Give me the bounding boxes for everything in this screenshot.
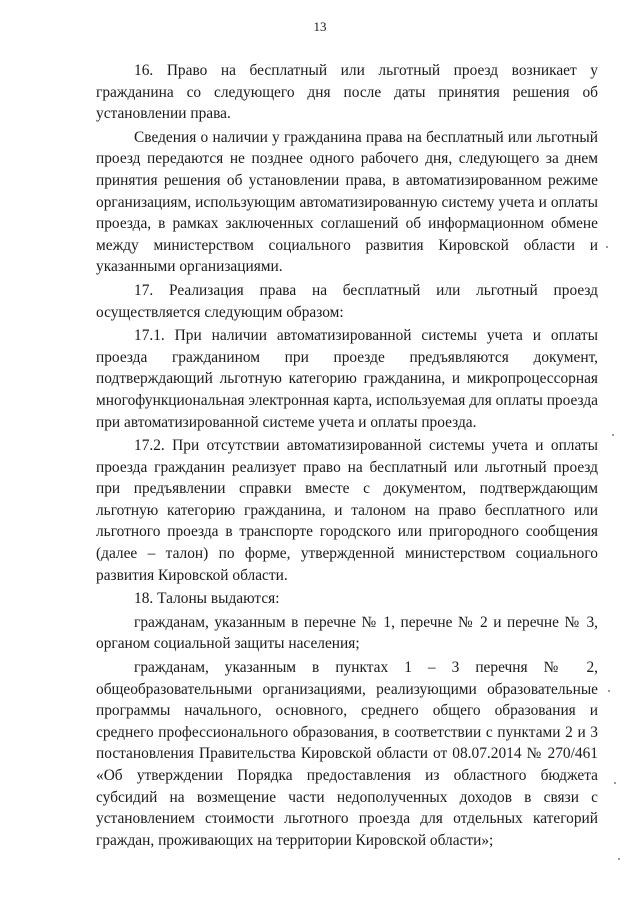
paragraph-18: 18. Талоны выдаются: <box>134 590 280 608</box>
scan-speck <box>608 690 610 692</box>
paragraph-17-1: 17.1. При наличии автоматизированной системы учета и оплаты проезда гражданином при проезде предъявляются документ, подтверждающий льготную категорию гражданина, и микропроцессорная многофункциональная электронная карта, используемая для оплаты проезда при автоматизированной системе учета и оплаты проезда. <box>96 327 598 431</box>
page-number: 13 <box>313 19 327 34</box>
paragraph-info-transfer: Сведения о наличии у гражданина права на бесплатный или льготный проезд передаются не позднее одного рабочего дня, следующего за днем принятия решения об установлении права, в автоматизированном режиме организациям, использующим автоматизированную систему учета и оплаты проезда, в рамках заключенных соглашений об информационном обмене между министерством социального развития Кировской области и указанными организациями. <box>96 128 598 276</box>
paragraph-18-item-2: гражданам, указанным в пунктах 1 – 3 перечня № 2, общеобразовательными организациями, реализующими образовательные программы начального, основного, среднего общего образования и среднего профессионального образования, в соответствии с пунктами 2 и 3 постановления Правительства Кировской области от 08.07.2014 № 270/461 «Об утверждении Порядка предоставления из областного бюджета субсидий на возмещение части недополученных доходов в связи с установлением стоимости льготного проезда для отдельных категорий граждан, проживающих на территории Кировской области»; <box>96 659 598 849</box>
paragraph-16: 16. Право на бесплатный или льготный проезд возникает у гражданина со следующего дня после даты принятия решения об установлении права. <box>96 62 598 123</box>
document-body <box>96 60 598 853</box>
scan-speck <box>614 782 616 784</box>
paragraph-17-2: 17.2. При отсутствии автоматизированной системы учета и оплаты проезда гражданин реализует право на бесплатный или льготный проезд при предъявлении справки вместе с документом, подтверждающим льготную категорию гражданина, и талоном на право бесплатного или льготного проезда в транспорте городского или пригородного сообщения (далее – талон) по форме, утвержденной министерством социального развития Кировской области. <box>96 437 598 584</box>
paragraph-18-item-1: гражданам, указанным в перечне № 1, перечне № 2 и перечне № 3, органом социальной защиты населения; <box>96 613 598 653</box>
scan-speck <box>618 858 620 860</box>
paragraph-17: 17. Реализация права на бесплатный или льготный проезд осуществляется следующим образом: <box>96 281 598 321</box>
scan-speck <box>606 246 608 248</box>
scan-speck <box>612 434 614 436</box>
